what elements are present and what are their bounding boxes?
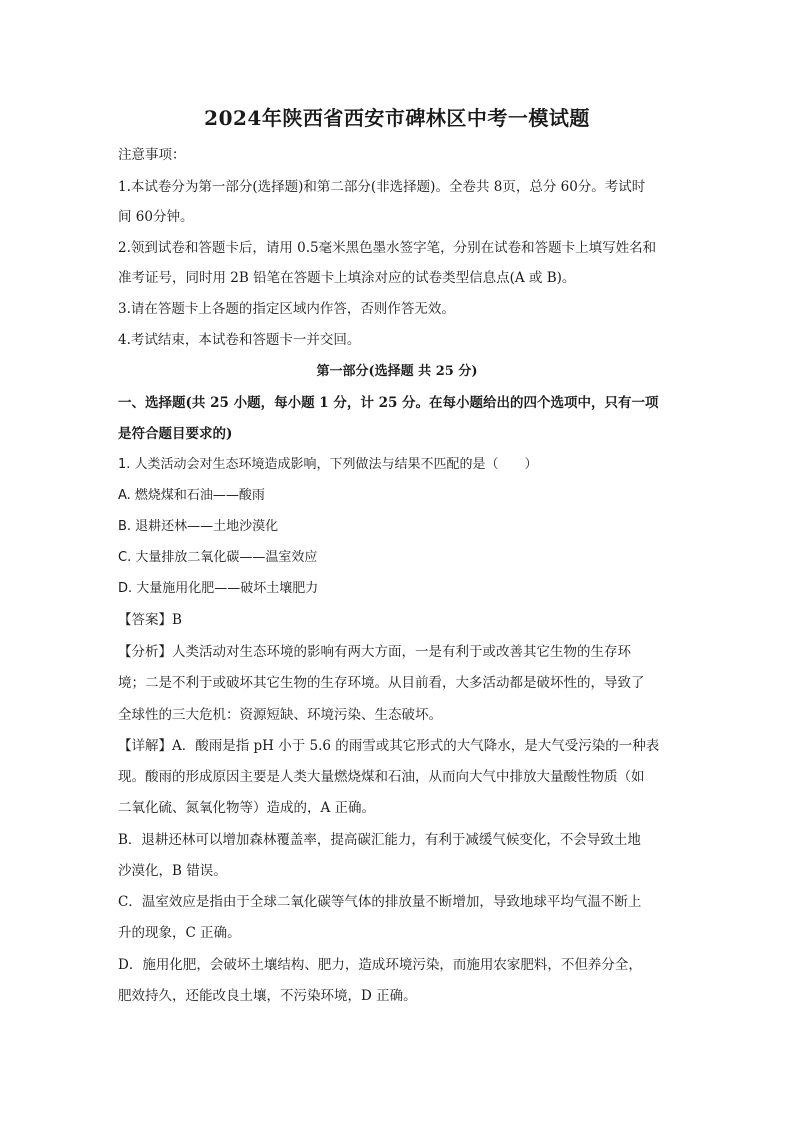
detail-line-9: 肥效持久，还能改良土壤，不污染环境，D 正确。: [118, 988, 417, 1004]
detail-line-4: B．退耕还林可以增加森林覆盖率，提高碳汇能力，有利于减缓气候变化，不会导致土地: [118, 832, 641, 848]
analysis-line-1: 【分析】人类活动对生态环境的影响有两大方面，一是有利于或改善其它生物的生存环: [118, 644, 631, 660]
detail-line-6: C．温室效应是指由于全球二氧化碳等气体的排放量不断增加，导致地球平均气温不断上: [118, 894, 642, 910]
note-2-line-2: 准考证号，同时用 2B 铅笔在答题卡上填涂对应的试卷类型信息点(A 或 B)。: [118, 270, 576, 286]
note-2-line-1: 2.领到试卷和答题卡后，请用 0.5毫米黑色墨水签字笔，分别在试卷和答题卡上填写姓名和: [118, 240, 657, 256]
analysis-line-2: 境；二是不利于或破坏其它生物的生存环境。从目前看，大多活动都是破坏性的，导致了: [118, 675, 645, 691]
part1-heading: 第一部分(选择题 共 25 分): [316, 364, 478, 379]
detail-line-1: 【详解】A．酸雨是指 pH 小于 5.6 的雨雪或其它形式的大气降水，是大气受污染的一种表: [118, 738, 660, 754]
answer-line: 【答案】B: [118, 612, 182, 628]
question-1-stem: 1. 人类活动会对生态环境造成影响，下列做法与结果不匹配的是（ ）: [118, 457, 538, 472]
page-title: 2024年陕西省西安市碑林区中考一模试题: [204, 106, 590, 130]
notes-heading: 注意事项：: [118, 147, 186, 163]
analysis-line-3: 全球性的三大危机：资源短缺、环境污染、生态破坏。: [118, 707, 442, 723]
detail-line-7: 升的现象，C 正确。: [118, 925, 241, 941]
section-instructions-line-1: 一、选择题(共 25 小题，每小题 1 分，计 25 分。在每小题给出的四个选项中，只有一项: [118, 395, 659, 411]
detail-line-5: 沙漠化，B 错误。: [118, 863, 227, 879]
question-1-option-c: C. 大量排放二氧化碳——温室效应: [118, 550, 318, 565]
detail-line-2: 现。酸雨的形成原因主要是人类大量燃烧煤和石油，从而向大气中排放大量酸性物质（如: [118, 769, 645, 785]
question-1-option-a: A. 燃烧煤和石油——酸雨: [118, 488, 265, 503]
detail-line-3: 二氧化硫、氮氧化物等）造成的，A 正确。: [118, 800, 376, 816]
detail-line-8: D．施用化肥，会破坏土壤结构、肥力，造成环境污染，而施用农家肥料，不但养分全，: [118, 957, 642, 973]
question-1-option-d: D. 大量施用化肥——破坏土壤肥力: [118, 581, 319, 596]
section-instructions-line-2: 是符合题目要求的): [118, 426, 233, 442]
note-1-line-2: 间 60分钟。: [118, 209, 194, 225]
note-4: 4.考试结束，本试卷和答题卡一并交回。: [118, 332, 361, 348]
note-1-line-1: 1.本试卷分为第一部分(选择题)和第二部分(非选择题)。全卷共 8页，总分 60分。考试时: [118, 179, 646, 195]
note-3: 3.请在答题卡上各题的指定区域内作答，否则作答无效。: [118, 301, 455, 317]
question-1-option-b: B. 退耕还林——土地沙漠化: [118, 519, 279, 534]
